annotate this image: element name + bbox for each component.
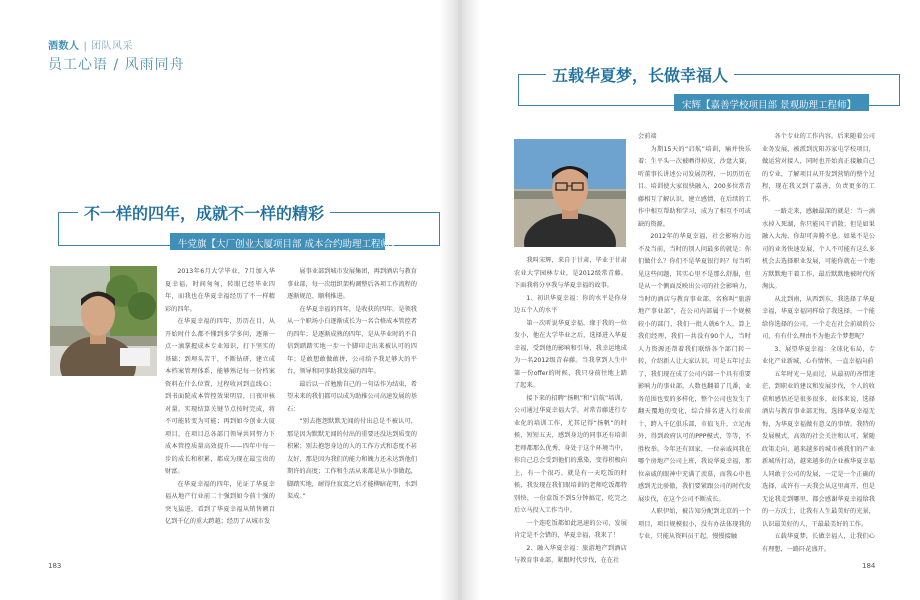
paragraph: 从北到南，从西到东，我选择了华夏幸福，华夏幸福同样给了我选择，一个能给你选择的公司，一个走在社会前端的公司，有有什么理由不为他去个梦想呢？: [762, 295, 875, 340]
article-title: 五载华夏梦，长做幸福人: [546, 63, 734, 86]
paragraph: 在华夏幸福的四年，历历在目，从开始时什么都不懂到多学多问，逐渐一点一滴掌握成本专业知识，打下坚实的基础；到埋头苦干，不断钻研，建立成本档案管理体系，能够熟记每一份档案资料在什么位置，过程收河到直线心；到书面院成本管控效果明显，日夜审核对量，实现结算关键节点按时完成，将不可能转变为可能；再到如今创业大厦项目，在项目总各部门领导共同努力下成本管控质量高效提升——四年中每一步的成长和积累，都成为现在最宝贵的财富。: [165, 318, 275, 475]
author-bar: 牛党旗【大厂创业大厦项目部 成本合约助理工程师】: [170, 233, 385, 250]
page-number: 183: [48, 562, 62, 570]
paragraph: 一路走来，感触最深的就是：当一滴水掉入死湖，你只能风干消散；但是如果融入大海，你却可奔腾不息。如果不是公司的业务快速发展，个人不可能有这么多机会去选择职业发展，可能你就在一个地方默默地干着工作，最后默默地被时代所淘汰。: [762, 208, 875, 290]
paragraph: “别去抱怨默默无闻的付出总是不被认可，那是因为默默无闻的付出的重要还没达到质变的积累；别去抱怨身边的人的工作方式和态度不甚友好，那是因为我们的能力和魄力还未达到他们期许的高度；工作和生活从来都是从小事做起，脚踏实地，耐得住寂寞之后才能柳暗花明，水到渠成。”: [287, 418, 417, 500]
section-header: 酒数人 | 团队风采: [48, 41, 134, 52]
paragraph: 第一次听说华夏幸福，缘于我的一位发小，他在大学毕业之后，选择进入华夏幸福，受到他的影响和引导，我幸运地成为一名2012级青春藤。当我拿到人生中第一份offer的时候，我只身前往地上踏了起来。: [514, 319, 627, 389]
left-column-1: [165, 266, 275, 529]
section-sub: 团队风采: [91, 41, 134, 52]
paragraph: 会前端: [638, 133, 657, 140]
left-column-2: [287, 266, 417, 504]
paragraph: 最后以一首勉励自己的一句话作为结束，希望未来的我们都可以成为助推公司高速发展的基石：: [287, 380, 417, 413]
section-name: 酒数人: [48, 41, 80, 52]
paragraph: 在华夏幸福的四年，见证了华夏幸福从地产行业前二十强到如今前十强的突飞猛进，看到了华夏幸福从销售额百亿到千亿的重大跨越；经历了从城市发: [165, 480, 275, 525]
paragraph: 我叫宋辉，来自于甘肃，毕业于甘肃农业大学园林专业，是2012级常青藤。下面我将分享我与华夏幸福的故事。: [514, 257, 627, 289]
paragraph: 2012年的华夏幸福，社会影响力远不及当前，当时的别人问最多的就是：你们做什么？你们不是华夏银行吗？每当听见这些问题，其实心里不是那么舒服，但是从一个侧面反映出公司的社会影响力，当时的酒店与教育事业部，名称叫“旅游地产事业部”，在公司内部属于一个规模较小的部门，我们一批人就6个人，算上我们经理，我们一共没有90个人，当时人力资源还帮着我们联络各个部门转一转，介绍新人让大家认识。可是五年过去了，我们现在成了公司内部一个具有重要影响力的事业部，人数也翻着了几番，业务范围也变的多样化，整个公司也发生了翻天覆地的变化，综合排名进入行业前十，跨入千亿俱乐部，市值飞升，立足海外，得到政府认可的PPP模式，等等，不胜枚举。今年还有回家，一位亲戚问我在哪个房地产公司上班，我说华夏幸福，那位亲戚的眼神中充满了羡慕，而我心中也感到无比骄傲，我们要紧跟公司的时代发展步伐，在这个公司不断成长。: [638, 233, 751, 503]
paragraph: 接下来的招聘“扬帆”和“启航”培训，公司通过华夏幸福大学，对常青藤进行专业化的培训工作，尤其记得“扬帆”的时候，短短五天，感到身边的同事还有培训老师都那么优秀，身处于这个环境当中，你自己总会受到他们的熏染，变得积极向上，有一个很巧、就是有一天吃饭的时候，我发现在我们眼培训的老师吃饭都特别快，一份盒饭不到5分钟搞定，吃完之后立马投入工作当中。: [514, 394, 627, 514]
right-column-2: [638, 131, 751, 544]
paragraph: 展事业部到城市发展集团，再到酒店与教育事业部，每一次组织架构调整后各项工作流程的逐渐规范、顺利推进。: [287, 268, 417, 300]
right-page: [462, 0, 920, 600]
paragraph: 五载华夏梦，长做幸福人，让我们心有理想，一路阡花盛开。: [762, 533, 875, 553]
paragraph: 在华夏幸福的四年，是收获的四年。是领我从一个职场小白逐渐成长为一名合格成本管控者的四年；是逐渐成熟的四年，是从毕业时的不自信到踏踏实地一步一个脚印走出来被认可的四年；是敢想敢做敢拼，公司给予我足够大的平台，领导和同事助我发展的四年。: [287, 305, 417, 375]
paragraph: 1、初识华夏幸福：你的水平是你身边五个人的水平: [514, 294, 627, 314]
paragraph: 各个专业的工作内容。后来随着公司业务发展，被派到沈阳苏家屯学校项目，做运营对接人，同时也开始真正接触自己的专业，了解项目从开发到营销的整个过程，现在我又到了嘉善，负责更多的工作。: [762, 133, 875, 203]
paragraph: 2013年6月大学毕业，7月加入华夏幸福，时间匆匆，转眼已经毕业四年，而我也在华夏幸福经历了不一样精彩的四年。: [165, 268, 275, 313]
paragraph: 3、展望华夏幸福：全球化布局，专业化产业新城，心有情怀，一直幸福向前: [762, 345, 875, 365]
article-title: 不一样的四年，成就不一样的精彩: [78, 201, 330, 224]
spine-shadow: [440, 0, 458, 600]
author-photo: [514, 139, 626, 247]
paragraph: 2、融入华夏幸福：旅游地产到酒店与教育事业部，紧跟时代步伐，在在社: [514, 544, 627, 564]
spine-shadow: [462, 0, 480, 600]
paragraph: 人职伊始，被告知分配到北京的一个项目，项目规模很小，没有办法体现我的专业，只能从资料员干起，慢慢接触: [638, 508, 751, 540]
page-number: 184: [862, 562, 876, 570]
left-page: [0, 0, 458, 600]
right-column-1: [514, 255, 627, 568]
author-photo: [50, 266, 157, 376]
paragraph: 一个连吃饭都如此迅速的公司，发展肯定是不会错的，华夏幸福，我来了！: [514, 519, 627, 539]
author-bar: 宋辉【嘉善学校项目部 景观助理工程师】: [674, 94, 869, 111]
section-title: 员工心语 / 风雨同舟: [48, 57, 185, 73]
paragraph: 为期15天的“启航”培训，痛并快乐着：生平头一次被晒得掉皮，沙盘大赛，听董事长讲述公司发展历程，一切历历在目。培训使大家很快融入，200多位常青藤相互了解认识，建立感情，在后续的工作中相互帮助和学习，成为了相互不可或缺的资源。: [638, 145, 751, 228]
paragraph: 五年时光一晃而过，从最初的吝惜迷茫，到职业的建议和发展步伐，个人的收获和感悟还是很多很多，业体来说，选择酒店与教育事业部无悔，选择华夏幸福无悔，为华夏幸福做有意义的事情。我特的发展模式，高效的社会关注和认可，紧随政策走向，越来越多的城市被我们的产业新城所打动，越来越多的企业被华夏幸福人同敢于公司的发展，一定是一个正确的选择，或许有一天我会从这里离开，但是无论我走到哪里，都会感谢华夏幸福给我的一方沃土，让我有人生最美好的光景，认识最美好的人，干最最美好的工作。: [762, 370, 875, 528]
right-column-3: [762, 131, 875, 556]
